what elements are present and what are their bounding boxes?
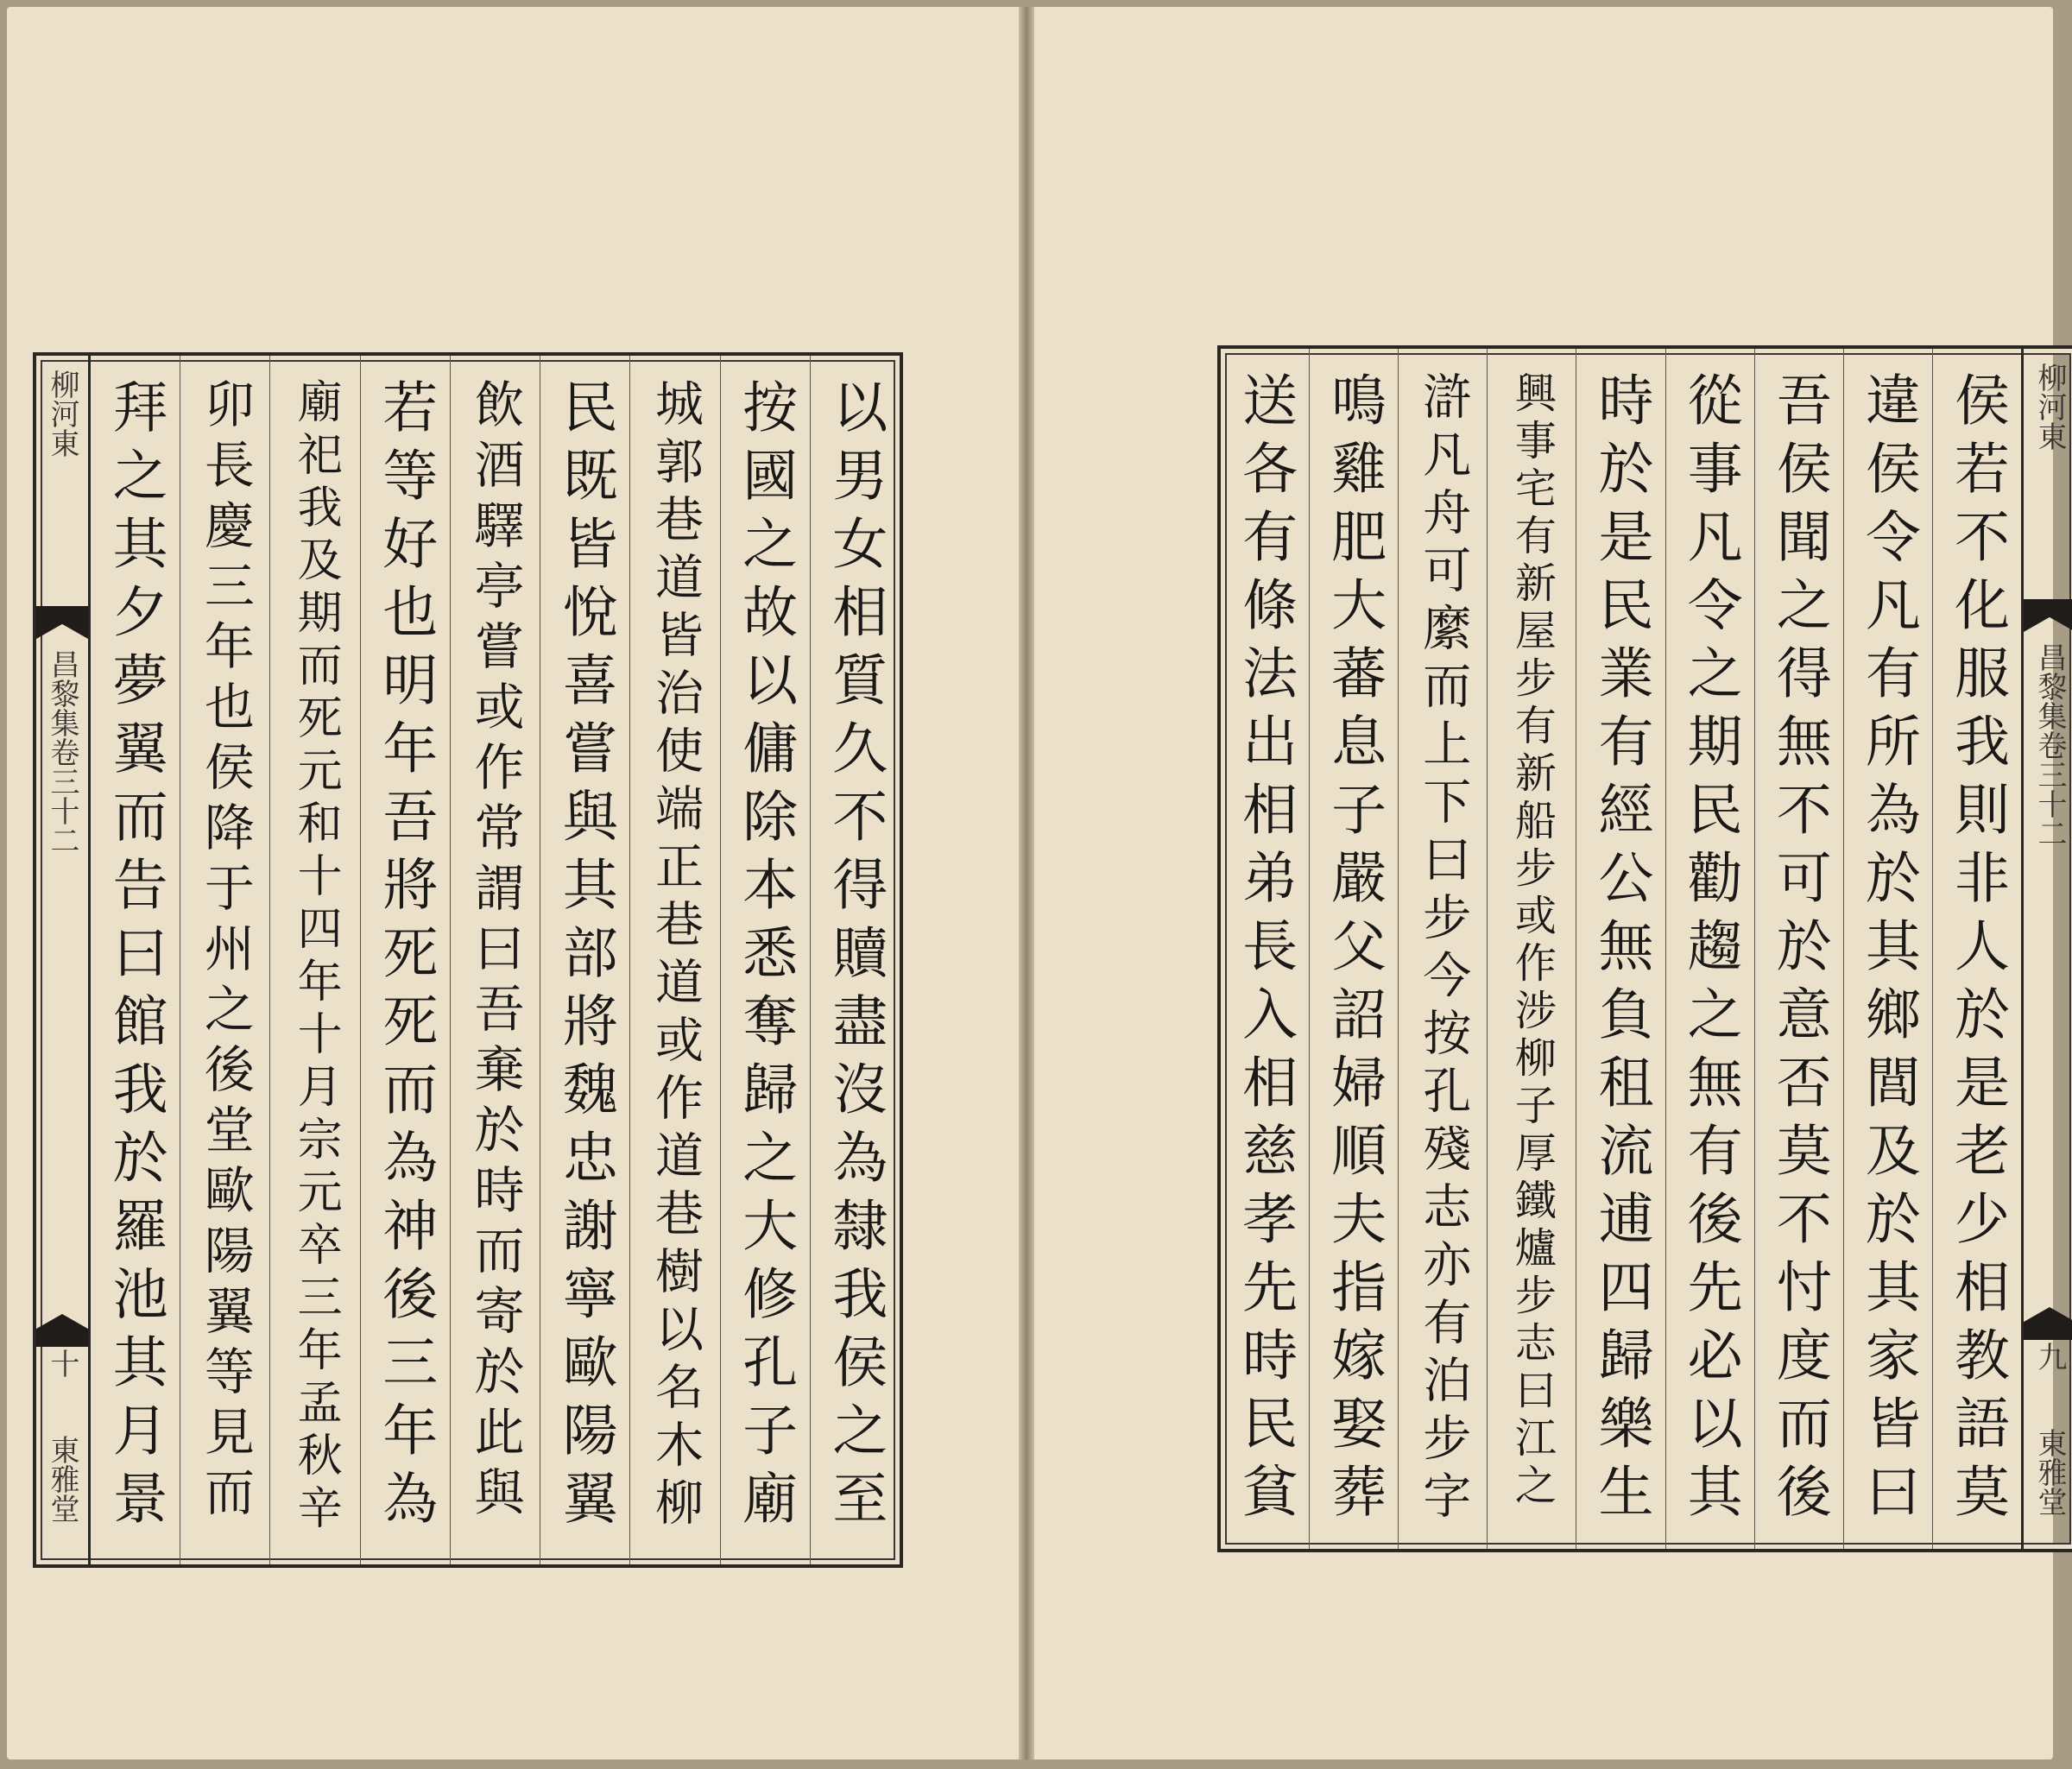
column-text: 送各有條法出相弟長入相慈孝先時民貧	[1233, 371, 1298, 1531]
text-column	[91, 356, 180, 1564]
left-banxin	[36, 356, 91, 1564]
column-text: 拜之其夕夢翼而告曰館我於羅池其月景	[103, 378, 167, 1538]
column-text: 民既皆悅喜嘗與其部將魏忠謝寧歐陽翼	[553, 378, 617, 1538]
text-column	[450, 356, 540, 1564]
text-column	[1843, 349, 1932, 1549]
right-banxin	[2021, 349, 2072, 1549]
column-text: 時於是民業有經公無負租流逋四歸樂生	[1589, 371, 1653, 1531]
column-text: 違侯令凡有所為於其鄉閭及於其家皆曰	[1855, 371, 1920, 1531]
banxin-hall-name: 東雅堂	[45, 1435, 79, 1523]
column-text: 飲酒驛亭嘗或作常謂曰吾棄於時而寄於此與	[465, 378, 525, 1526]
banxin-title: 柳河東	[2032, 363, 2067, 451]
column-text: 廟祀我及期而死元和十四年十月宗元卒三年孟秋辛	[289, 378, 342, 1537]
text-column	[1754, 349, 1843, 1549]
column-text: 吾侯聞之得無不可於意否莫不忖度而後	[1766, 371, 1831, 1531]
text-column	[629, 356, 719, 1564]
banxin-page-number: 十	[45, 1349, 79, 1378]
column-text: 以男女相質久不得贖盡沒為隸我侯之至	[823, 378, 888, 1538]
banxin-title: 柳河東	[45, 370, 79, 458]
book-gutter	[1019, 7, 1034, 1760]
text-column	[1576, 349, 1665, 1549]
column-text: 城郭巷道皆治使端正巷道或作道巷樹以名木柳	[647, 378, 704, 1535]
right-page	[1034, 7, 2067, 1760]
fishtail-bottom-icon	[36, 1314, 88, 1347]
text-column	[1309, 349, 1398, 1549]
column-text: 滸凡舟可縻而上下曰步今按孔殘志亦有泊步字	[1415, 371, 1472, 1528]
text-column	[810, 356, 900, 1564]
text-column	[1932, 349, 2021, 1549]
banxin-hall-name: 東雅堂	[2032, 1428, 2067, 1516]
text-column	[720, 356, 810, 1564]
text-column	[180, 356, 269, 1564]
fishtail-top-icon	[36, 606, 88, 639]
fishtail-top-icon	[2024, 599, 2072, 632]
text-column	[1665, 349, 1754, 1549]
text-column	[360, 356, 450, 1564]
text-column	[540, 356, 629, 1564]
right-text-panel	[1217, 345, 2072, 1552]
right-text-columns	[1221, 349, 2021, 1549]
column-text: 若等好也明年吾將死死而為神後三年為	[373, 378, 438, 1538]
left-text-columns	[91, 356, 900, 1564]
column-text: 卯長慶三年也侯降于州之後堂歐陽翼等見而	[195, 378, 255, 1526]
banxin-page-number: 九	[2032, 1342, 2067, 1371]
banxin-juan: 昌黎集卷三十二	[2032, 642, 2067, 848]
text-column	[269, 356, 359, 1564]
text-column	[1487, 349, 1576, 1549]
column-text: 從事凡令之期民勸趨之無有後先必以其	[1677, 371, 1742, 1531]
column-text: 興事宅有新屋步有新船步或作涉柳子厚鐵爐步志曰江之	[1507, 371, 1557, 1511]
left-page	[7, 7, 1019, 1760]
fishtail-bottom-icon	[2024, 1307, 2072, 1340]
banxin-juan: 昌黎集卷三十二	[45, 649, 79, 855]
text-column	[1221, 349, 1309, 1549]
column-text: 鳴雞肥大蕃息子嚴父詔婦順夫指嫁娶葬	[1322, 371, 1387, 1531]
column-text: 侯若不化服我則非人於是老少相教語莫	[1944, 371, 2009, 1531]
column-text: 按國之故以傭除本悉奪歸之大修孔子廟	[733, 378, 798, 1538]
text-column	[1398, 349, 1487, 1549]
left-text-panel	[33, 352, 903, 1568]
